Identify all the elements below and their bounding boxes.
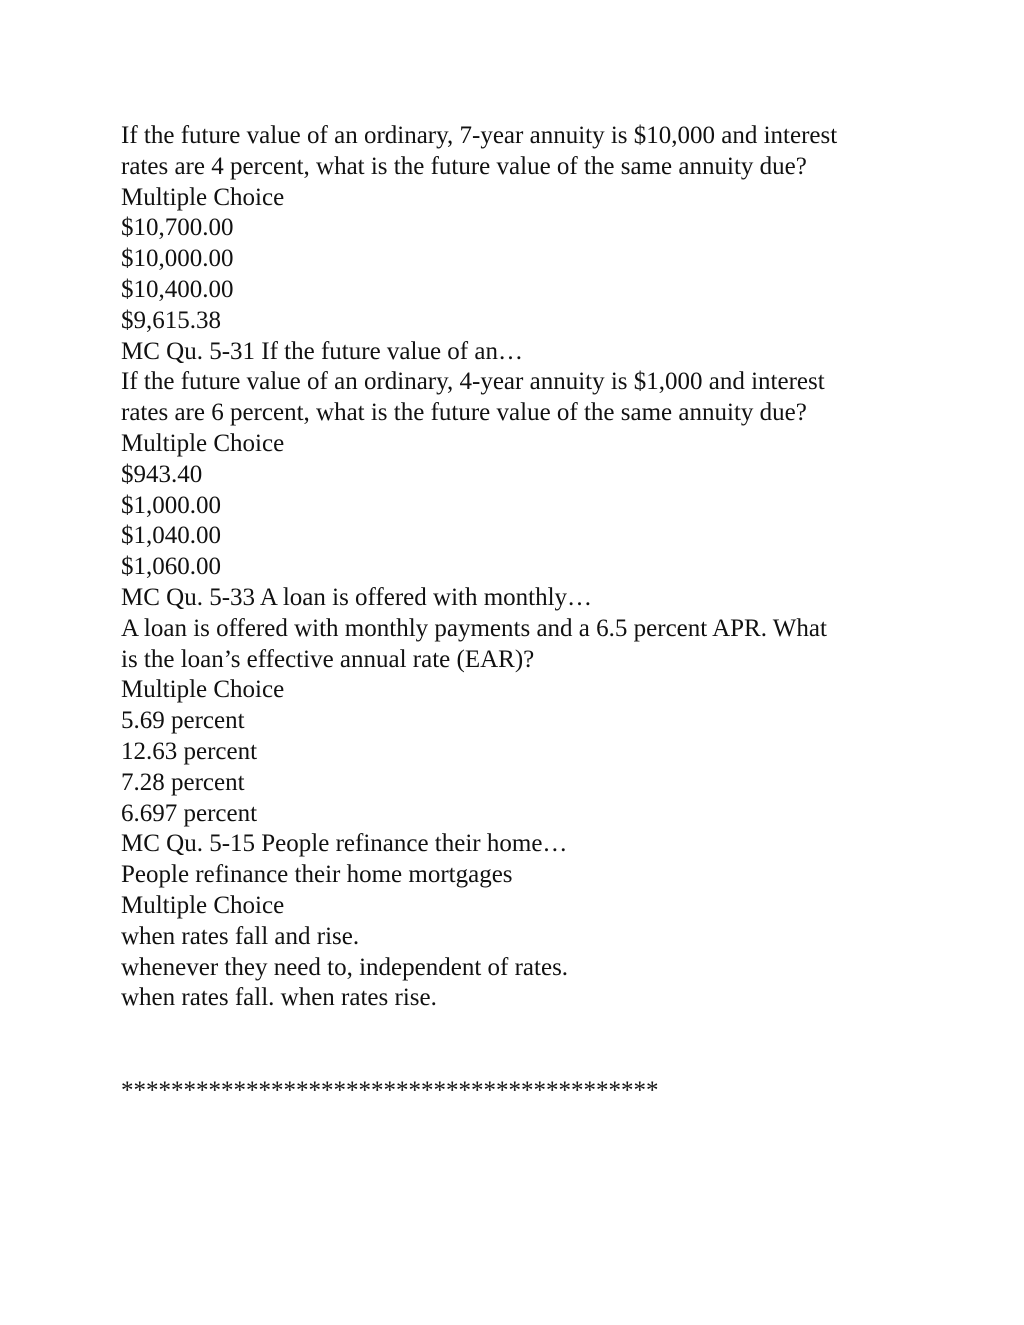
q4-title: MC Qu. 5-15 People refinance their home…	[121, 830, 568, 858]
q3-option-c: 7.28 percent	[121, 768, 245, 796]
q1-choice-heading: Multiple Choice	[121, 183, 285, 211]
q1-text-line-1: If the future value of an ordinary, 7-year annuity is $10,000 and interest	[121, 122, 838, 149]
q1-option-d: $9,615.38	[121, 306, 221, 334]
q1-text-line-2: rates are 4 percent, what is the future value of the same annuity due?	[121, 152, 807, 180]
document-body	[121, 121, 921, 1107]
q3-option-b: 12.63 percent	[121, 737, 258, 765]
q3-title: MC Qu. 5-33 A loan is offered with monthly…	[121, 583, 593, 611]
q4-option-a: when rates fall and rise.	[121, 922, 360, 950]
q2-option-b: $1,000.00	[121, 491, 221, 519]
q2-option-a: $943.40	[121, 460, 203, 488]
q1-option-c: $10,400.00	[121, 275, 234, 303]
q1-option-b: $10,000.00	[121, 245, 234, 273]
q3-option-d: 6.697 percent	[121, 799, 258, 827]
q2-option-c: $1,040.00	[121, 522, 221, 550]
q3-option-a: 5.69 percent	[121, 707, 245, 735]
q1-option-a: $10,700.00	[121, 214, 234, 242]
separator-asterisks: *******************************************	[121, 1076, 659, 1104]
q2-text-line-2: rates are 6 percent, what is the future value of the same annuity due?	[121, 399, 807, 427]
q3-choice-heading: Multiple Choice	[121, 676, 285, 704]
q3-text-line-1: A loan is offered with monthly payments and a 6.5 percent APR. What	[121, 614, 827, 642]
q4-text-line-1: People refinance their home mortgages	[121, 861, 513, 889]
q4-option-c: when rates fall. when rates rise.	[121, 984, 437, 1012]
q4-choice-heading: Multiple Choice	[121, 891, 285, 919]
q2-text-line-1: If the future value of an ordinary, 4-year annuity is $1,000 and interest	[121, 368, 825, 396]
q2-title: MC Qu. 5-31 If the future value of an…	[121, 337, 523, 365]
q2-choice-heading: Multiple Choice	[121, 429, 285, 457]
blank-spacer	[121, 1014, 921, 1076]
q2-option-d: $1,060.00	[121, 553, 221, 581]
q3-text-line-2: is the loan’s effective annual rate (EAR)?	[121, 645, 535, 673]
q4-option-b: whenever they need to, independent of rates.	[121, 953, 569, 981]
